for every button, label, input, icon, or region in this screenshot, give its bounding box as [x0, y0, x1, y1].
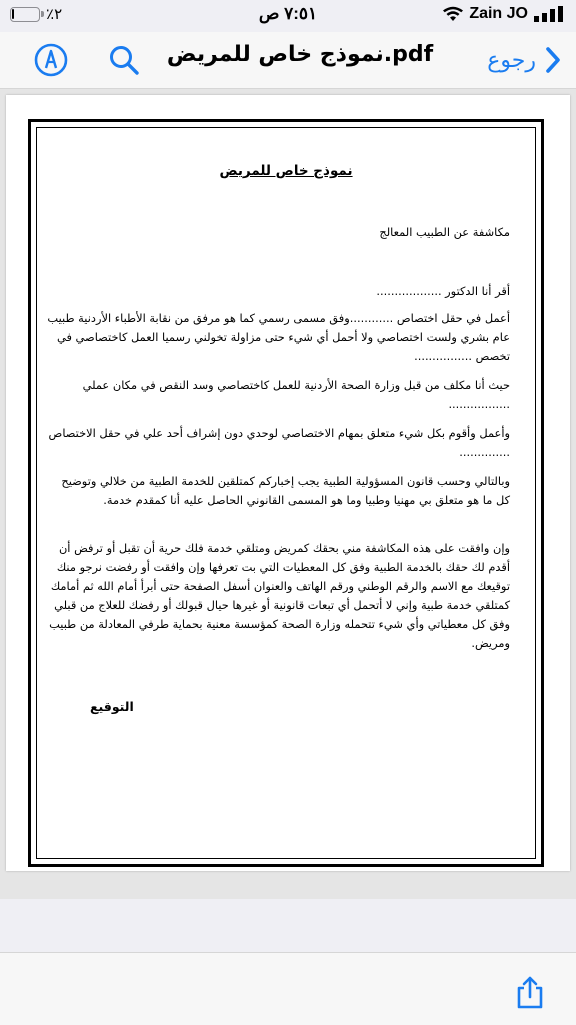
paragraph-5: وأعمل وأقوم بكل شيء متعلق بمهام الاختصاصي لوحدي دون إشراف أحد علي في حقل الاختصاص .............. — [48, 426, 510, 459]
paragraph-3: أعمل في حقل اختصاص ............وفق مسمى رسمي كما هو مرفق من نقابة الأطباء الأردنية طبيب عام بشري ولست اختصاصي ولا أحمل أي شيء حتى مزاولة تخولني رسميا العمل كاختصاصي في تخصص ................ — [47, 311, 510, 363]
pdf-page — [6, 95, 570, 871]
status-time: ٧:٥١ ص — [258, 4, 318, 23]
search-icon[interactable] — [108, 44, 140, 76]
paragraph-1: مكاشفة عن الطبيب المعالج — [379, 225, 510, 239]
signature-label: التوقيع — [90, 699, 134, 714]
battery-percent: ٪٢ — [46, 6, 63, 23]
back-label: رجوع — [487, 47, 536, 73]
navigation-bar — [0, 32, 576, 89]
form-title: نموذج خاص للمريض — [219, 163, 353, 179]
markup-pen-icon[interactable] — [34, 43, 68, 77]
chevron-left-icon — [544, 46, 562, 74]
bottom-toolbar — [0, 952, 576, 1025]
wifi-icon — [442, 6, 464, 22]
carrier-name: Zain JO — [469, 5, 528, 22]
paragraph-2: أقر أنا الدكتور .................. — [376, 284, 510, 298]
back-button[interactable] — [487, 40, 562, 80]
signal-icon — [534, 6, 566, 22]
status-bar — [0, 0, 576, 32]
paragraph-6: وبالتالي وحسب قانون المسؤولية الطبية يجب إخباركم كمتلقين للخدمة الطبية من خلالي وتوضيح كل ما هو متعلق بي مهنيا وطبيا وما هو المسمى القانوني الحاصل عليه أنا كمقدم خدمة. — [61, 474, 510, 507]
pdf-viewer[interactable] — [0, 89, 576, 899]
paragraph-4: حيث أنا مكلف من قبل وزارة الصحة الأردنية للعمل كاختصاصي وسد النقص في مكان عملي ................. — [82, 378, 510, 411]
share-icon[interactable] — [514, 975, 546, 1009]
paragraph-7: وإن وافقت على هذه المكاشفة مني بحقك كمريض ومتلقي خدمة فلك حرية أن تقبل أو ترفض أن أقدم لك حقك بالخدمة الطبية وفق كل المعطيات التي بت تعرفها وإن وافقت أو رفضت نرجو منك توقيعك مع الاسم والرقم الوطني ورقم الهاتف والعنوان أسفل الصفحة حتى أبرأ أمام الله ثم أمامك كمتلقي خدمة طبية وإني لا أتحمل أي تبعات قانونية أو غيرها حيال قبولك أو رفضك للعلاج من قبلي وفق كل معطياتي وأي شيء تتحمله وزارة الصحة كمؤسسة معنية بحماية طرفي المعادلة من طبيب ومريض. — [49, 541, 510, 650]
document-title: نموذج خاص للمريض.pdf — [166, 42, 434, 67]
